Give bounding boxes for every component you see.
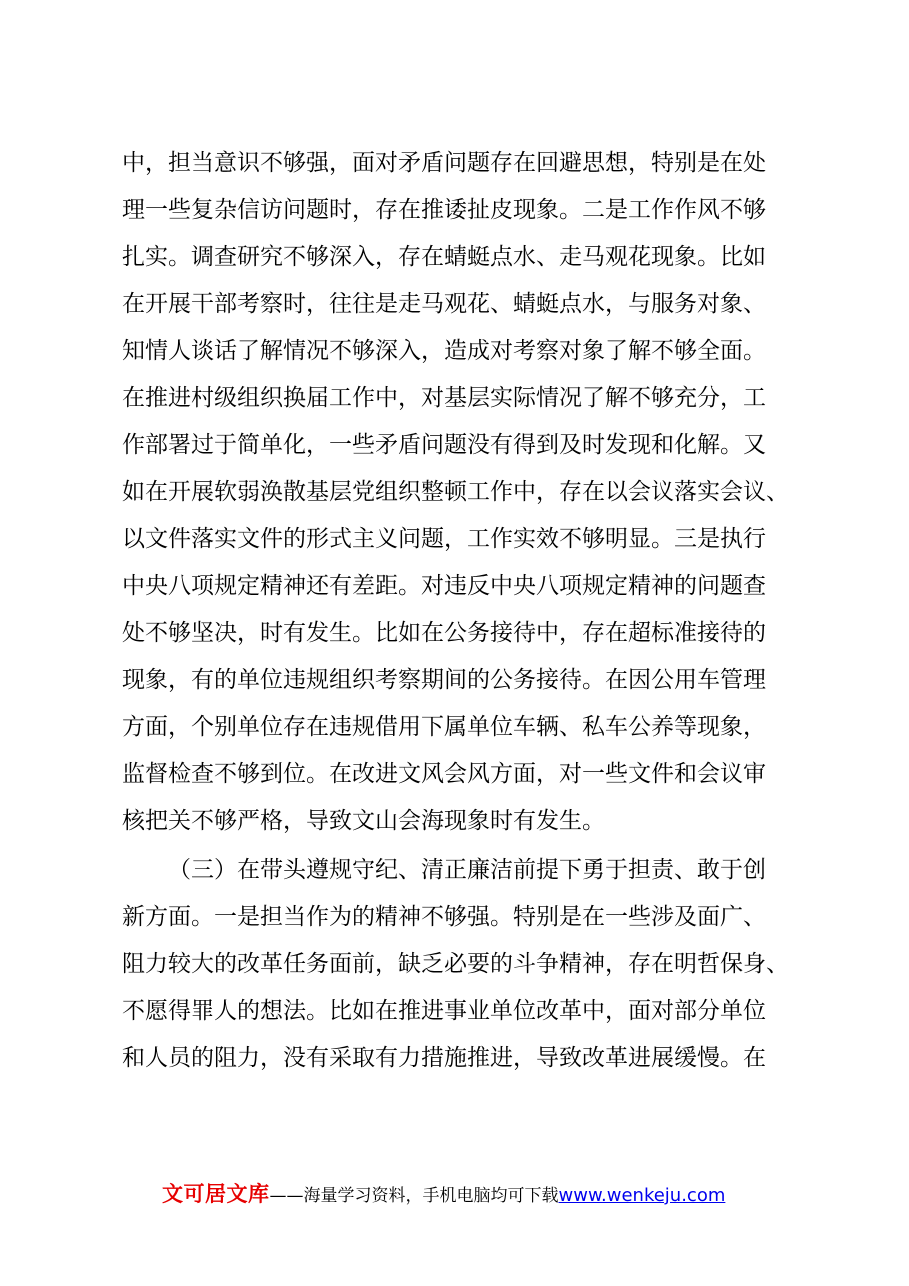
text-line-14: 监督检查不够到位。在改进文风会风方面，对一些文件和会议审 (122, 761, 766, 787)
footer-watermark (162, 1178, 862, 1210)
section-heading-line: （三）在带头遵规守纪、清正廉洁前提下勇于担责、敢于创 (168, 857, 766, 883)
text-line-11: 处不够坚决，时有发生。比如在公务接待中，存在超标准接待的 (122, 620, 766, 646)
text-line-9: 以文件落实文件的形式主义问题，工作实效不够明显。三是执行 (122, 526, 766, 552)
text-line-6: 在推进村级组织换届工作中，对基层实际情况了解不够充分，工 (122, 385, 766, 411)
text-line-5: 知情人谈话了解情况不够深入，造成对考察对象了解不够全面。 (122, 338, 766, 364)
footer-site-link[interactable]: www.wenkeju.com (558, 1185, 726, 1206)
footer-tagline: ——海量学习资料，手机电脑均可下载 (269, 1186, 559, 1206)
footer-brand: 文可居文库 (162, 1182, 270, 1206)
text-line-2: 理一些复杂信访问题时，存在推诿扯皮现象。二是工作作风不够 (122, 197, 766, 223)
text-line-10: 中央八项规定精神还有差距。对违反中央八项规定精神的问题查 (122, 573, 766, 599)
text-line-8: 如在开展软弱涣散基层党组织整顿工作中，存在以会议落实会议、 (122, 479, 789, 505)
text-line-4: 在开展干部考察时，往往是走马观花、蜻蜓点水，与服务对象、 (122, 291, 766, 317)
text-line-13: 方面，个别单位存在违规借用下属单位车辆、私车公养等现象， (122, 714, 766, 740)
text-line-18: 阻力较大的改革任务面前，缺乏必要的斗争精神，存在明哲保身、 (122, 951, 789, 977)
text-line-3: 扎实。调查研究不够深入，存在蜻蜓点水、走马观花现象。比如 (122, 244, 766, 270)
text-line-20: 和人员的阻力，没有采取有力措施推进，导致改革进展缓慢。在 (122, 1045, 766, 1071)
text-line-7: 作部署过于简单化，一些矛盾问题没有得到及时发现和化解。又 (122, 432, 766, 458)
text-line-17: 新方面。一是担当作为的精神不够强。特别是在一些涉及面广、 (122, 904, 766, 930)
text-line-1: 中，担当意识不够强，面对矛盾问题存在回避思想，特别是在处 (122, 150, 766, 176)
body-text (122, 140, 792, 1082)
text-line-12: 现象，有的单位违规组织考察期间的公务接待。在因公用车管理 (122, 667, 766, 693)
text-line-19: 不愿得罪人的想法。比如在推进事业单位改革中，面对部分单位 (122, 998, 766, 1024)
text-line-15: 核把关不够严格，导致文山会海现象时有发生。 (122, 808, 605, 834)
